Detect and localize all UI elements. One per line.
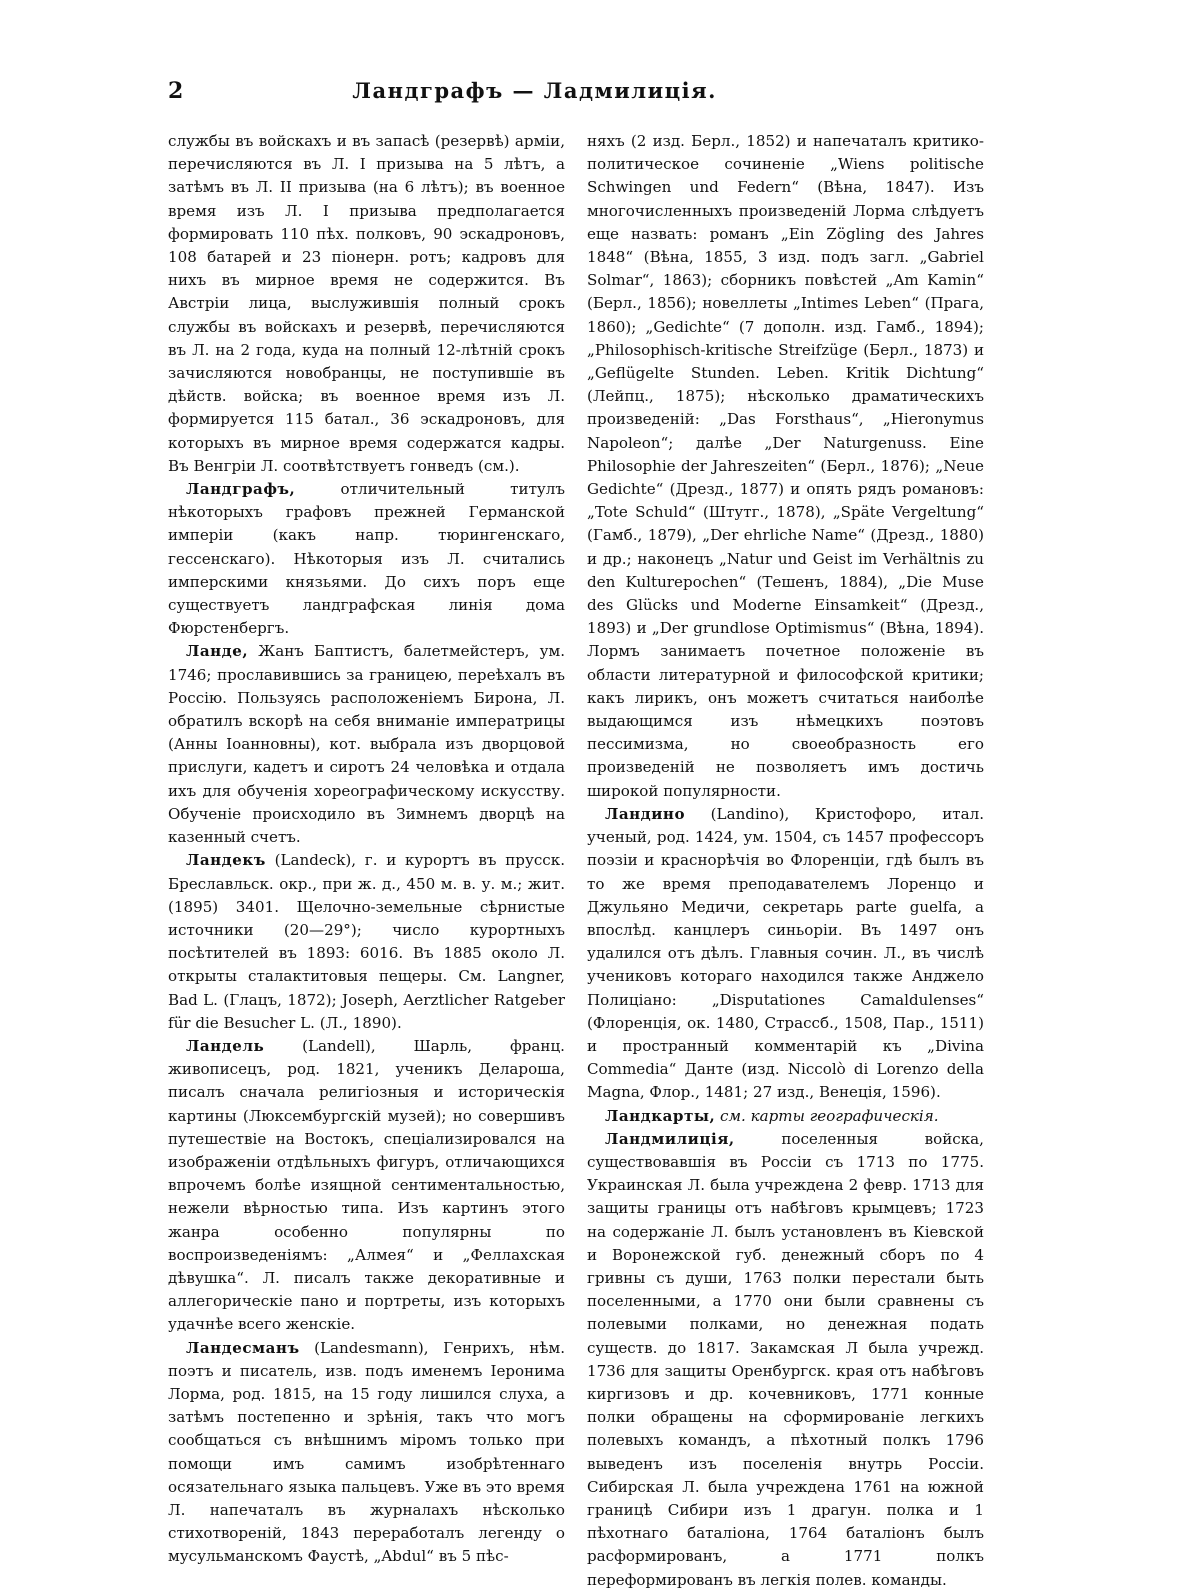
continuation-text: службы въ войскахъ и въ запасѣ (резервѣ) арміи, перечисляются въ Л. I призыва на 5 лѣтъ, а затѣмъ въ Л. II призыва (на 6 лѣтъ); въ военное время изъ Л. I призыва предполагается формировать 110 пѣх. полковъ, 90 эскадроновъ, 108 батарей и 23 піонерн. ротъ; кадровъ для нихъ въ мирное время не содержится. Въ Австріи лица, выслужившія полный срокъ службы въ войскахъ и резервѣ, перечисляются въ Л. на 2 года, куда на полный 12-лѣтній срокъ зачисляются новобранцы, не поступившіе въ дѣйств. войска; въ военное время изъ Л. формируется 115 батал., 36 эскадроновъ, для которыхъ въ мирное время содержатся кадры. Въ Венгріи Л. соотвѣтствуетъ гонведъ (см.).: [168, 132, 565, 475]
entry-text: отличительный титулъ нѣкоторыхъ графовъ прежней Германской имперіи (какъ напр. тюрингенскаго, гессенскаго). Нѣкоторыя изъ Л. считались имперскими князьями. До сихъ поръ еще существуетъ ландграфская линія дома Фюрстенбергъ.: [168, 480, 565, 638]
entry-landel: [168, 1035, 565, 1337]
continuation-text: няхъ (2 изд. Берл., 1852) и напечаталъ критико-политическое сочиненіе „Wiens politische Schwingen und Federn“ (Вѣна, 1847). Изъ многочисленныхъ произведеній Лорма слѣдуетъ еще назвать: романъ „Ein Zögling des Jahres 1848“ (Вѣна, 1855, 3 изд. подъ загл. „Gabriel Solmar“, 1863); сборникъ повѣстей „Am Kamin“ (Берл., 1856); новеллеты „Intimes Leben“ (Прага, 1860); „Gedichte“ (7 дополн. изд. Гамб., 1894); „Philosophisch-kritische Streifzüge (Берл., 1873) и „Geflügelte Stunden. Leben. Kritik Dichtung“ (Лейпц., 1875); нѣсколько драматическихъ произведеній: „Das Forsthaus“, „Hieronymus Napoleon“; далѣе „Der Naturgenuss. Eine Philosophie der Jahreszeiten“ (Берл., 1876); „Neue Gedichte“ (Дрезд., 1877) и опять рядъ романовъ: „Tote Schuld“ (Штутг., 1878), „Späte Vergeltung“ (Гамб., 1879), „Der ehrliche Name“ (Дрезд., 1880) и др.; наконецъ „Natur und Geist im Verhältnis zu den Kulturepochen“ (Тешенъ, 1884), „Die Muse des Glücks und Moderne Einsamkeit“ (Дрезд., 1893) и „Der grundlose Optimismus“ (Вѣна, 1894). Лормъ занимаетъ почетное положеніе въ области литературной и философской критики; какъ лирикъ, онъ можетъ считаться наиболѣе выдающимся изъ нѣмецкихъ поэтовъ пессимизма, но своеобразность его произведеній не позволяетъ имъ достичь широкой популярности.: [587, 132, 984, 800]
headword: Ландмилиція,: [605, 1129, 735, 1148]
entry-landek: [168, 849, 565, 1035]
right-column: [587, 130, 984, 1592]
entry-landkarty: [587, 1105, 984, 1128]
left-column: [168, 130, 565, 1592]
headword: Ландель: [186, 1036, 265, 1055]
entry-text: (Landino), Кристофоро, итал. ученый, род. 1424, ум. 1504, съ 1457 профессоръ поэзіи и краснорѣчія во Флоренціи, гдѣ былъ въ то же время преподавателемъ Лоренцо и Джульяно Медичи, секретарь parte guelfa, а впослѣд. канцлеръ синьоріи. Въ 1497 онъ удалился отъ дѣлъ. Главныя сочин. Л., въ числѣ учениковъ котораго находился также Анджело Полиціано: „Disputationes Camaldulenses“ (Флоренція, ок. 1480, Страссб., 1508, Пар., 1511) и пространный комментарій къ „Divina Commedia“ Данте (изд. Niccolò di Lorenzo della Magna, Флор., 1481; 27 изд., Венеція, 1596).: [587, 804, 984, 1102]
entry-lande: [168, 640, 565, 849]
entry-landgraf: [168, 478, 565, 640]
headword: Ланде,: [186, 642, 249, 661]
headword: Ландекъ: [186, 851, 266, 870]
entry-text: Жанъ Баптистъ, балетмейстеръ, ум. 1746; прославившись за границею, переѣхалъ въ Россію. Пользуясь расположеніемъ Бирона, Л. обратилъ вскорѣ на себя вниманіе императрицы (Анны Іоанновны), кот. выбрала изъ дворцовой прислуги, кадетъ и сиротъ 24 человѣка и отдала ихъ для обученія хореографическому искусству. Обученіе происходило въ Зимнемъ дворцѣ на казенный счетъ.: [168, 642, 565, 847]
entry-landesman: [168, 1337, 565, 1569]
running-head: [168, 78, 987, 126]
entry-text: (Landesmann), Генрихъ, нѣм. поэтъ и писатель, изв. подъ именемъ Іеронима Лорма, род. 1815, на 15 году лишился слуха, а затѣмъ постепенно и зрѣнія, такъ что могъ сообщаться съ внѣшнимъ міромъ только при помощи имъ самимъ изобрѣтеннаго осязательнаго языка пальцевъ. Уже въ это время Л. напечаталъ въ журналахъ нѣсколько стихотвореній, 1843 переработалъ легенду о мусульманскомъ Фаустѣ, „Abdul“ въ 5 пѣс-: [168, 1338, 565, 1566]
headword: Ландино: [605, 804, 686, 823]
entry-text: (Landeck), г. и курортъ въ прусск. Бреславльск. окр., при ж. д., 450 м. в. у. м.; жит. (1895) 3401. Щелочно-земельные сѣрнистые источники (20—29°); число курортныхъ посѣтителей въ 1893: 6016. Въ 1885 около Л. открыты сталактитовыя пещеры. См. Langner, Bad L. (Глацъ, 1872); Joseph, Aerztlicher Ratgeber für die Besucher L. (Л., 1890).: [168, 851, 565, 1032]
entry-text: поселенныя войска, существовавшія въ Россіи съ 1713 по 1775. Украинская Л. была учреждена 2 февр. 1713 для защиты границы отъ набѣговъ крымцевъ; 1723 на содержаніе Л. былъ установленъ въ Кіевской и Воронежской губ. денежный сборъ по 4 гривны съ души, 1763 полки перестали быть поселенными, а 1770 они были сравнены съ полевыми полками, но денежная подать существ. до 1817. Закамская Л была учрежд. 1736 для защиты Оренбургск. края отъ набѣговъ киргизовъ и др. кочевниковъ, 1771 конные полки обращены на сформированіе легкихъ полевыхъ командъ, а пѣхотный полкъ 1796 выведенъ изъ поселенія внутрь Россіи. Сибирская Л. была учреждена 1761 на южной границѣ Сибири изъ 1 драгун. полка и 1 пѣхотнаго баталіона, 1764 баталіонъ былъ расформированъ, а 1771 полкъ переформированъ въ легкія полев. команды.: [587, 1129, 984, 1589]
running-head-title: Ландграфъ — Ладмилиція.: [352, 78, 717, 103]
entry-landmilitsiya: [587, 1128, 984, 1592]
headword: Ландкарты,: [605, 1106, 716, 1125]
headword: Ландесманъ: [186, 1338, 300, 1357]
text-columns: [168, 130, 987, 1592]
page-number: 2: [168, 78, 184, 104]
entry-text: (Landell), Шарль, франц. живописецъ, род. 1821, ученикъ Делароша, писалъ сначала религіозныя и историческія картины (Люксембургскій музей); но совершивъ путешествіе на Востокъ, спеціализировался на изображеніи отдѣльныхъ фигуръ, отличающихся впрочемъ болѣе изящной сентиментальностью, нежели вѣрностью типа. Изъ картинъ этого жанра особенно популярны по воспроизведеніямъ: „Алмея“ и „Феллахская дѣвушка“. Л. писалъ также декоративные и аллегорическіе пано и портреты, изъ которыхъ удачнѣе всего женскіе.: [168, 1036, 565, 1334]
cross-reference: см. карты географическія.: [720, 1106, 939, 1125]
headword: Ландграфъ,: [186, 480, 296, 499]
entry-landino: [587, 803, 984, 1105]
